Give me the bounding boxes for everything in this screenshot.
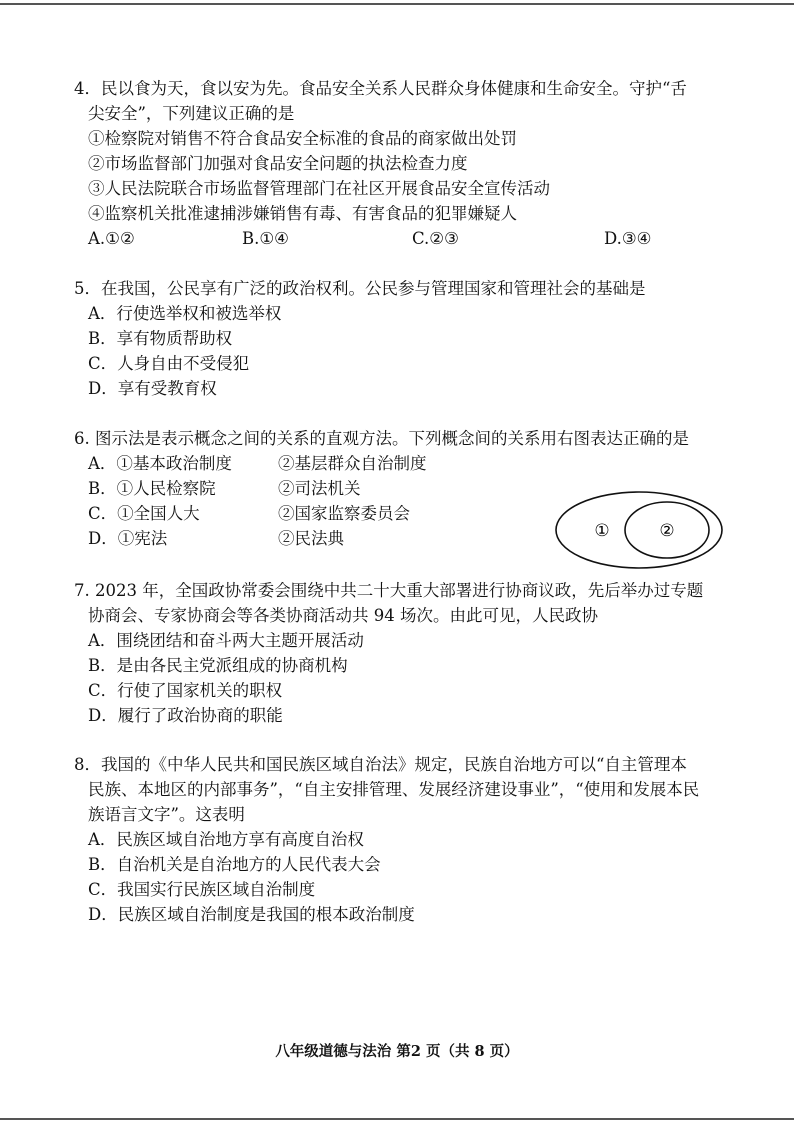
q4-option-c: C.②③ [412, 229, 459, 248]
q5-option-d: D．享有受教育权 [88, 379, 217, 398]
q6-option-c-second: ②国家监察委员会 [278, 504, 410, 523]
q5-option-a: A．行使选举权和被选举权 [88, 304, 282, 323]
q8-stem-line1: 8．我国的《中华人民共和国民族区域自治法》规定，民族自治地方可以“自主管理本 [74, 755, 687, 774]
q6-option-d-first: D．①宪法 [88, 529, 168, 548]
q8-option-d: D．民族区域自治制度是我国的根本政治制度 [88, 905, 415, 924]
q8-option-c: C．我国实行民族区域自治制度 [88, 880, 316, 899]
q7-option-a: A．围绕团结和奋斗两大主题开展活动 [88, 631, 364, 650]
q8-stem-line2: 民族、本地区的内部事务”，“自主安排管理、发展经济建设事业”，“使用和发展本民 [88, 780, 700, 799]
q4-stem-line2: 尖安全”，下列建议正确的是 [88, 104, 295, 123]
q4-stem-line1: 4．民以食为天，食以安为先。食品安全关系人民群众身体健康和生命安全。守护“舌 [74, 79, 687, 98]
q6-option-d-second: ②民法典 [278, 529, 344, 548]
q4-option-b: B.①④ [242, 229, 289, 248]
q6-option-b-second: ②司法机关 [278, 479, 361, 498]
page-footer: 八年级道德与法治 第2 页（共 8 页） [275, 1043, 519, 1060]
q6-option-c [74, 503, 574, 525]
q5-option-c: C．人身自由不受侵犯 [88, 354, 250, 373]
q7-stem-line2: 协商会、专家协商会等各类协商活动共 94 场次。由此可见，人民政协 [88, 606, 598, 625]
q7-option-d: D．履行了政治协商的职能 [88, 706, 283, 725]
q6-option-b [74, 478, 574, 500]
q7-option-c: C．行使了国家机关的职权 [88, 681, 283, 700]
q6-option-d [74, 528, 574, 550]
q8-option-a: A．民族区域自治地方享有高度自治权 [88, 830, 364, 849]
q4-item-2: ②市场监督部门加强对食品安全问题的执法检查力度 [88, 154, 468, 173]
q7-option-b: B．是由各民主党派组成的协商机构 [88, 656, 348, 675]
venn-label-1: ① [594, 521, 610, 541]
q5-stem: 5．在我国，公民享有广泛的政治权利。公民参与管理国家和管理社会的基础是 [74, 279, 646, 298]
q6-option-c-first: C．①全国人大 [88, 504, 200, 523]
q6-stem: 6. 图示法是表示概念之间的关系的直观方法。下列概念间的关系用右图表达正确的是 [74, 429, 689, 448]
q4-item-4: ④监察机关批准逮捕涉嫌销售有毒、有害食品的犯罪嫌疑人 [88, 204, 517, 223]
q8-option-b: B．自治机关是自治地方的人民代表大会 [88, 855, 381, 874]
q5-option-b: B．享有物质帮助权 [88, 329, 233, 348]
q4-options [74, 228, 734, 250]
q6-option-a [74, 453, 574, 475]
q6-option-a-first: A．①基本政治制度 [88, 454, 232, 473]
venn-diagram [554, 490, 724, 570]
venn-label-2: ② [659, 521, 675, 541]
top-scan-edge [0, 3, 794, 5]
venn-outer-ellipse [556, 492, 722, 568]
q6-option-b-first: B．①人民检察院 [88, 479, 216, 498]
q4-item-3: ③人民法院联合市场监督管理部门在社区开展食品安全宣传活动 [88, 179, 550, 198]
q8-stem-line3: 族语言文字”。这表明 [88, 805, 245, 824]
q4-option-d: D.③④ [604, 229, 652, 248]
q4-item-1: ①检察院对销售不符合食品安全标准的食品的商家做出处罚 [88, 129, 517, 148]
q6-option-a-second: ②基层群众自治制度 [278, 454, 427, 473]
bottom-scan-edge [0, 1118, 794, 1120]
q7-stem-line1: 7. 2023 年，全国政协常委会围绕中共二十大重大部署进行协商议政，先后举办过专题 [74, 581, 704, 600]
q4-option-a: A.①② [88, 229, 135, 248]
